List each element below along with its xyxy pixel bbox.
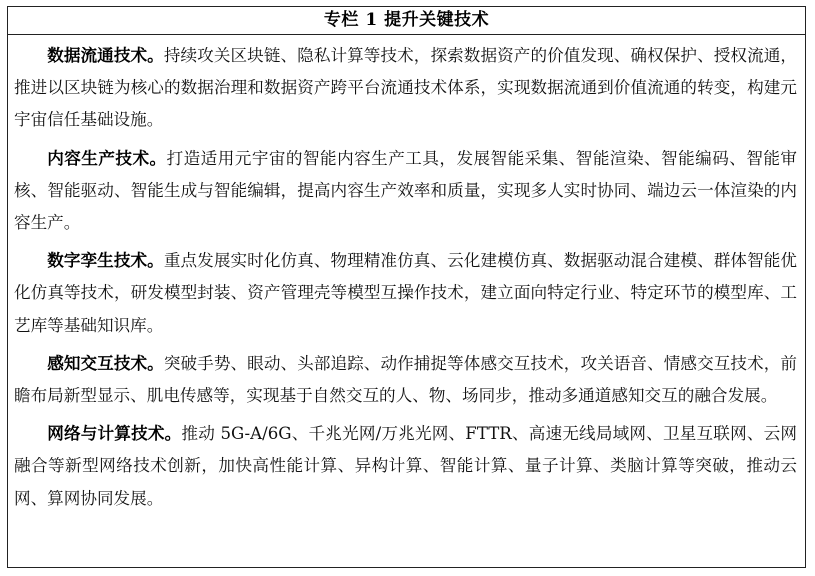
section-heading: 感知交互技术。 xyxy=(47,352,164,373)
section-text: 重点发展实时化仿真、物理精准仿真、云化建模仿真、数据驱动混合建模、群体智能优化仿真等技术，研发模型封装、资产管理壳等模型互操作技术，建立面向特定行业、特定环节的模型库、工艺库等基础知识库。 xyxy=(14,251,798,335)
section-network-computing xyxy=(14,417,797,515)
section-heading: 数据流通技术。 xyxy=(47,45,164,65)
section-heading: 网络与计算技术。 xyxy=(47,423,182,444)
section-data-circulation xyxy=(14,39,797,137)
section-heading: 内容生产技术。 xyxy=(47,147,167,168)
column-title: 专栏 1 提升关键技术 xyxy=(8,7,805,35)
column-box xyxy=(7,6,806,568)
section-perception-interaction xyxy=(14,347,797,412)
section-text: 打造适用元宇宙的智能内容生产工具，发展智能采集、智能渲染、智能编码、智能审核、智能驱动、智能生成与智能编辑，提高内容生产效率和质量，实现多人实时协同、端边云一体渲染的内容生产。 xyxy=(14,148,798,233)
section-digital-twin xyxy=(14,244,797,342)
section-text: 推动 5G-A/6G、千兆光网/万兆光网、FTTR、高速无线局域网、卫星互联网、云网融合等新型网络技术创新，加快高性能计算、异构计算、智能计算、量子计算、类脑计算等突破，推动云网、算网协同发展。 xyxy=(14,424,797,508)
section-heading: 数字孪生技术。 xyxy=(47,250,164,271)
section-content-production xyxy=(14,142,797,240)
section-text: 突破手势、眼动、头部追踪、动作捕捉等体感交互技术，攻关语音、情感交互技术，前瞻布局新型显示、肌电传感等，实现基于自然交互的人、物、场同步，推动多通道感知交互的融合发展。 xyxy=(14,353,798,406)
column-body xyxy=(8,35,805,515)
section-text: 持续攻关区块链、隐私计算等技术，探索数据资产的价值发现、确权保护、授权流通，推进以区块链为核心的数据治理和数据资产跨平台流通技术体系，实现数据流通到价值流通的转变，构建元宇宙信任基础设施。 xyxy=(14,46,798,130)
